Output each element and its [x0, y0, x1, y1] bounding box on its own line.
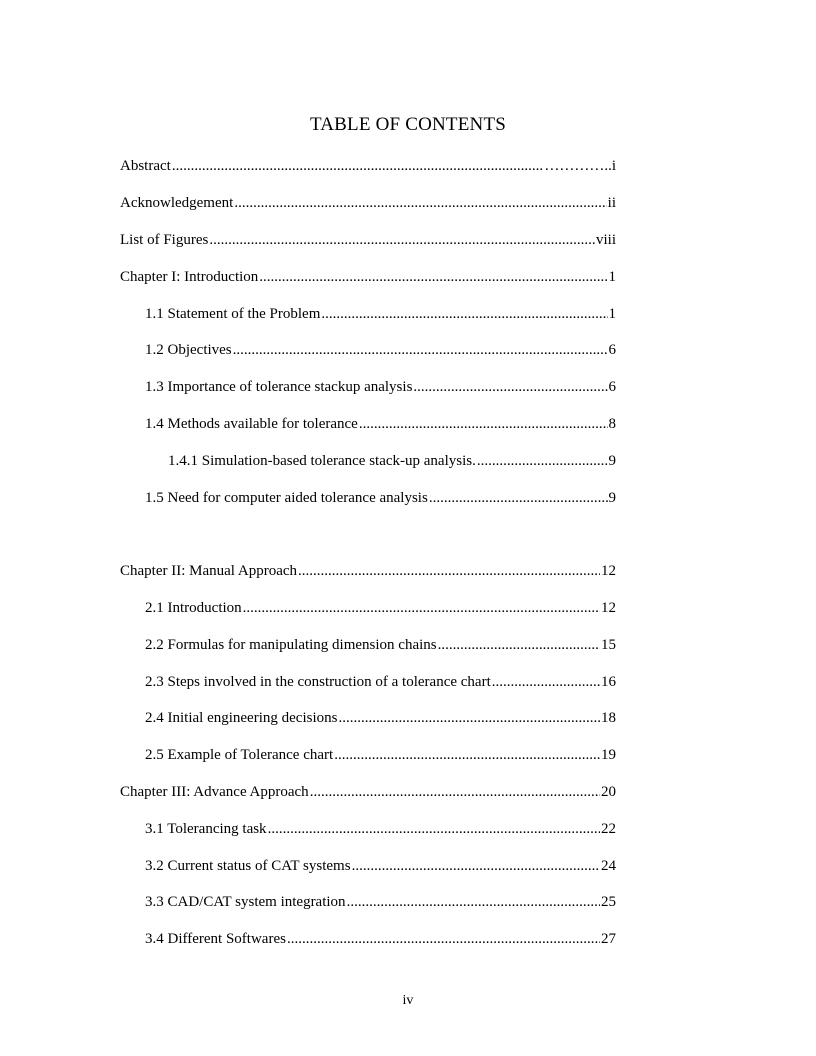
toc-entry-1-4[interactable]	[145, 414, 616, 434]
dot-leader	[334, 745, 600, 765]
toc-entry-3-4[interactable]	[145, 929, 616, 949]
toc-entry-page: i	[611, 158, 616, 174]
toc-entry-label: Chapter III: Advance Approach	[120, 784, 309, 800]
toc-entry-list-of-figures[interactable]	[120, 230, 616, 250]
toc-entry-3-1[interactable]	[145, 819, 616, 839]
toc-entry-2-5[interactable]	[145, 745, 616, 765]
toc-entry-page: 18	[601, 710, 616, 726]
toc-entry-page: 8	[608, 416, 616, 432]
toc-entry-label: Abstract	[120, 158, 171, 174]
toc-entry-leader: …………..	[544, 158, 612, 174]
toc-entry-acknowledgement[interactable]	[120, 193, 616, 213]
dot-leader	[172, 156, 544, 176]
dot-leader	[310, 782, 600, 802]
toc-entry-label: Chapter I: Introduction	[120, 269, 259, 285]
toc-entry-label: List of Figures	[120, 232, 209, 248]
toc-entry-label: 3.3 CAD/CAT system integration	[145, 894, 346, 910]
dot-leader	[298, 561, 600, 581]
toc-entry-label: 2.4 Initial engineering decisions	[145, 710, 338, 726]
dot-leader	[429, 488, 608, 508]
toc-entry-page: 19	[601, 747, 616, 763]
dot-leader	[477, 451, 608, 471]
toc-entry-page: 9	[608, 453, 616, 469]
page-number: iv	[402, 993, 414, 1008]
toc-entry-label: 1.2 Objectives	[145, 342, 232, 358]
toc-entry-page: viii	[595, 232, 616, 248]
dot-leader	[413, 377, 607, 397]
toc-entry-page: 1	[608, 306, 616, 322]
toc-entry-label: 2.2 Formulas for manipulating dimension chains	[145, 637, 437, 653]
toc-entry-page: 12	[601, 563, 616, 579]
toc-entry-chapter-2[interactable]	[120, 561, 616, 581]
toc-entry-1-2[interactable]	[145, 340, 616, 360]
dot-leader	[268, 819, 600, 839]
dot-leader	[234, 193, 606, 213]
toc-entry-label: Acknowledgement	[120, 195, 234, 211]
toc-entry-label: 3.1 Tolerancing task	[145, 821, 267, 837]
toc-entry-2-4[interactable]	[145, 708, 616, 728]
dot-leader	[359, 414, 608, 434]
toc-entry-label: 2.1 Introduction	[145, 600, 242, 616]
toc-entry-1-3[interactable]	[145, 377, 616, 397]
toc-entry-page: 1	[608, 269, 616, 285]
toc-entry-page: 16	[601, 674, 616, 690]
toc-entry-page: 12	[601, 600, 616, 616]
dot-leader	[233, 340, 608, 360]
toc-entry-label: 1.3 Importance of tolerance stackup analysis	[145, 379, 413, 395]
toc-entry-label: 1.5 Need for computer aided tolerance analysis	[145, 490, 428, 506]
toc-entry-page: 20	[601, 784, 616, 800]
toc-entry-1-5[interactable]	[145, 488, 616, 508]
dot-leader	[259, 267, 607, 287]
toc-entry-3-3[interactable]	[145, 892, 616, 912]
toc-entry-page: 6	[608, 379, 616, 395]
toc-entry-1-4-1[interactable]	[168, 451, 616, 471]
dot-leader	[321, 304, 607, 324]
toc-entry-label: 2.3 Steps involved in the construction of a tolerance chart	[145, 674, 491, 690]
toc-entry-label: 1.4.1 Simulation-based tolerance stack-up analysis.	[168, 453, 476, 469]
dot-leader	[352, 856, 600, 876]
toc-entry-2-1[interactable]	[145, 598, 616, 618]
dot-leader	[438, 635, 600, 655]
toc-entry-1-1[interactable]	[145, 304, 616, 324]
toc-entry-chapter-1[interactable]	[120, 267, 616, 287]
dot-leader	[209, 230, 595, 250]
toc-entry-label: 1.4 Methods available for tolerance	[145, 416, 358, 432]
dot-leader	[287, 929, 600, 949]
toc-entry-page: 15	[601, 637, 616, 653]
dot-leader	[338, 708, 600, 728]
dot-leader	[492, 672, 600, 692]
toc-entry-label: 2.5 Example of Tolerance chart	[145, 747, 334, 763]
toc-entry-label: 3.4 Different Softwares	[145, 931, 286, 947]
toc-entry-2-3[interactable]	[145, 672, 616, 692]
toc-title: TABLE OF CONTENTS	[309, 114, 507, 135]
toc-entry-2-2[interactable]	[145, 635, 616, 655]
toc-entry-page: 9	[608, 490, 616, 506]
toc-entry-3-2[interactable]	[145, 856, 616, 876]
toc-entry-chapter-3[interactable]	[120, 782, 616, 802]
toc-entry-label: 3.2 Current status of CAT systems	[145, 858, 351, 874]
dot-leader	[243, 598, 600, 618]
toc-entry-page: 24	[601, 858, 616, 874]
toc-entry-label: Chapter II: Manual Approach	[120, 563, 298, 579]
toc-entry-page: 22	[601, 821, 616, 837]
toc-entry-page: 25	[601, 894, 616, 910]
toc-entry-label: 1.1 Statement of the Problem	[145, 306, 321, 322]
toc-entry-page: ii	[607, 195, 616, 211]
toc-entry-page: 6	[608, 342, 616, 358]
toc-entry-page: 27	[601, 931, 616, 947]
toc-entry-abstract[interactable]	[120, 156, 616, 176]
dot-leader	[347, 892, 600, 912]
